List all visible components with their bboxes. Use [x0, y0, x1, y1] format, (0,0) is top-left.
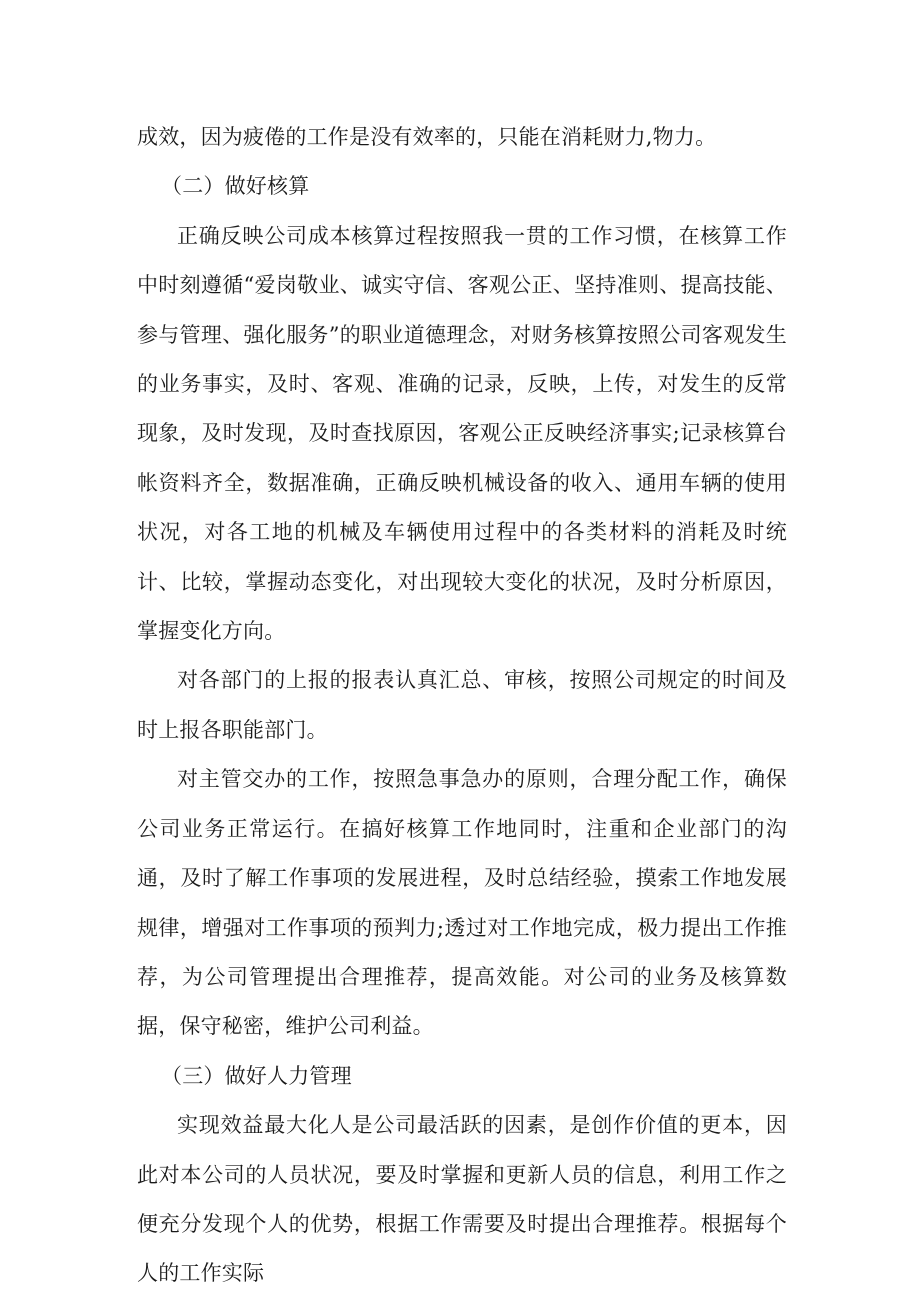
- paragraph-continuation: 成效，因为疲倦的工作是没有效率的，只能在消耗财力,物力。: [137, 125, 717, 149]
- section-heading-accounting: （二）做好核算: [161, 174, 310, 199]
- paragraph-hr-management: 实现效益最大化人是公司最活跃的因素，是创作价值的更本，因此对本公司的人员状况，要及时掌握和更新人员的信息，利用工作之便充分发现个人的优势，根据工作需要及时提出合理推荐。根据每个人的工作实际: [137, 1113, 787, 1286]
- document-body: [137, 113, 787, 1299]
- section-heading-hr: （三）做好人力管理: [161, 1063, 352, 1088]
- paragraph-accounting-process: 正确反映公司成本核算过程按照我一贯的工作习惯，在核算工作中时刻遵循“爱岗敬业、诚实守信、客观公正、坚持准则、提高技能、参与管理、强化服务”的职业道德理念，对财务核算按照公司客观发生的业务事实，及时、客观、准确的记录，反映，上传，对发生的反常现象，及时发现，及时查找原因，客观公正反映经济事实;记录核算台帐资料齐全，数据准确，正确反映机械设备的收入、通用车辆的使用状况，对各工地的机械及车辆使用过程中的各类材料的消耗及时统计、比较，掌握动态变化，对出现较大变化的状况，及时分析原因，掌握变化方向。: [137, 223, 787, 644]
- paragraph-supervisor-tasks: 对主管交办的工作，按照急事急办的原则，合理分配工作，确保公司业务正常运行。在搞好核算工作地同时，注重和企业部门的沟通，及时了解工作事项的发展进程，及时总结经验，摸索工作地发展规律，增强对工作事项的预判力;透过对工作地完成，极力提出工作推荐，为公司管理提出合理推荐，提高效能。对公司的业务及核算数据，保守秘密，维护公司利益。: [137, 767, 787, 1039]
- paragraph-report-review: 对各部门的上报的报表认真汇总、审核，按照公司规定的时间及时上报各职能部门。: [137, 668, 787, 742]
